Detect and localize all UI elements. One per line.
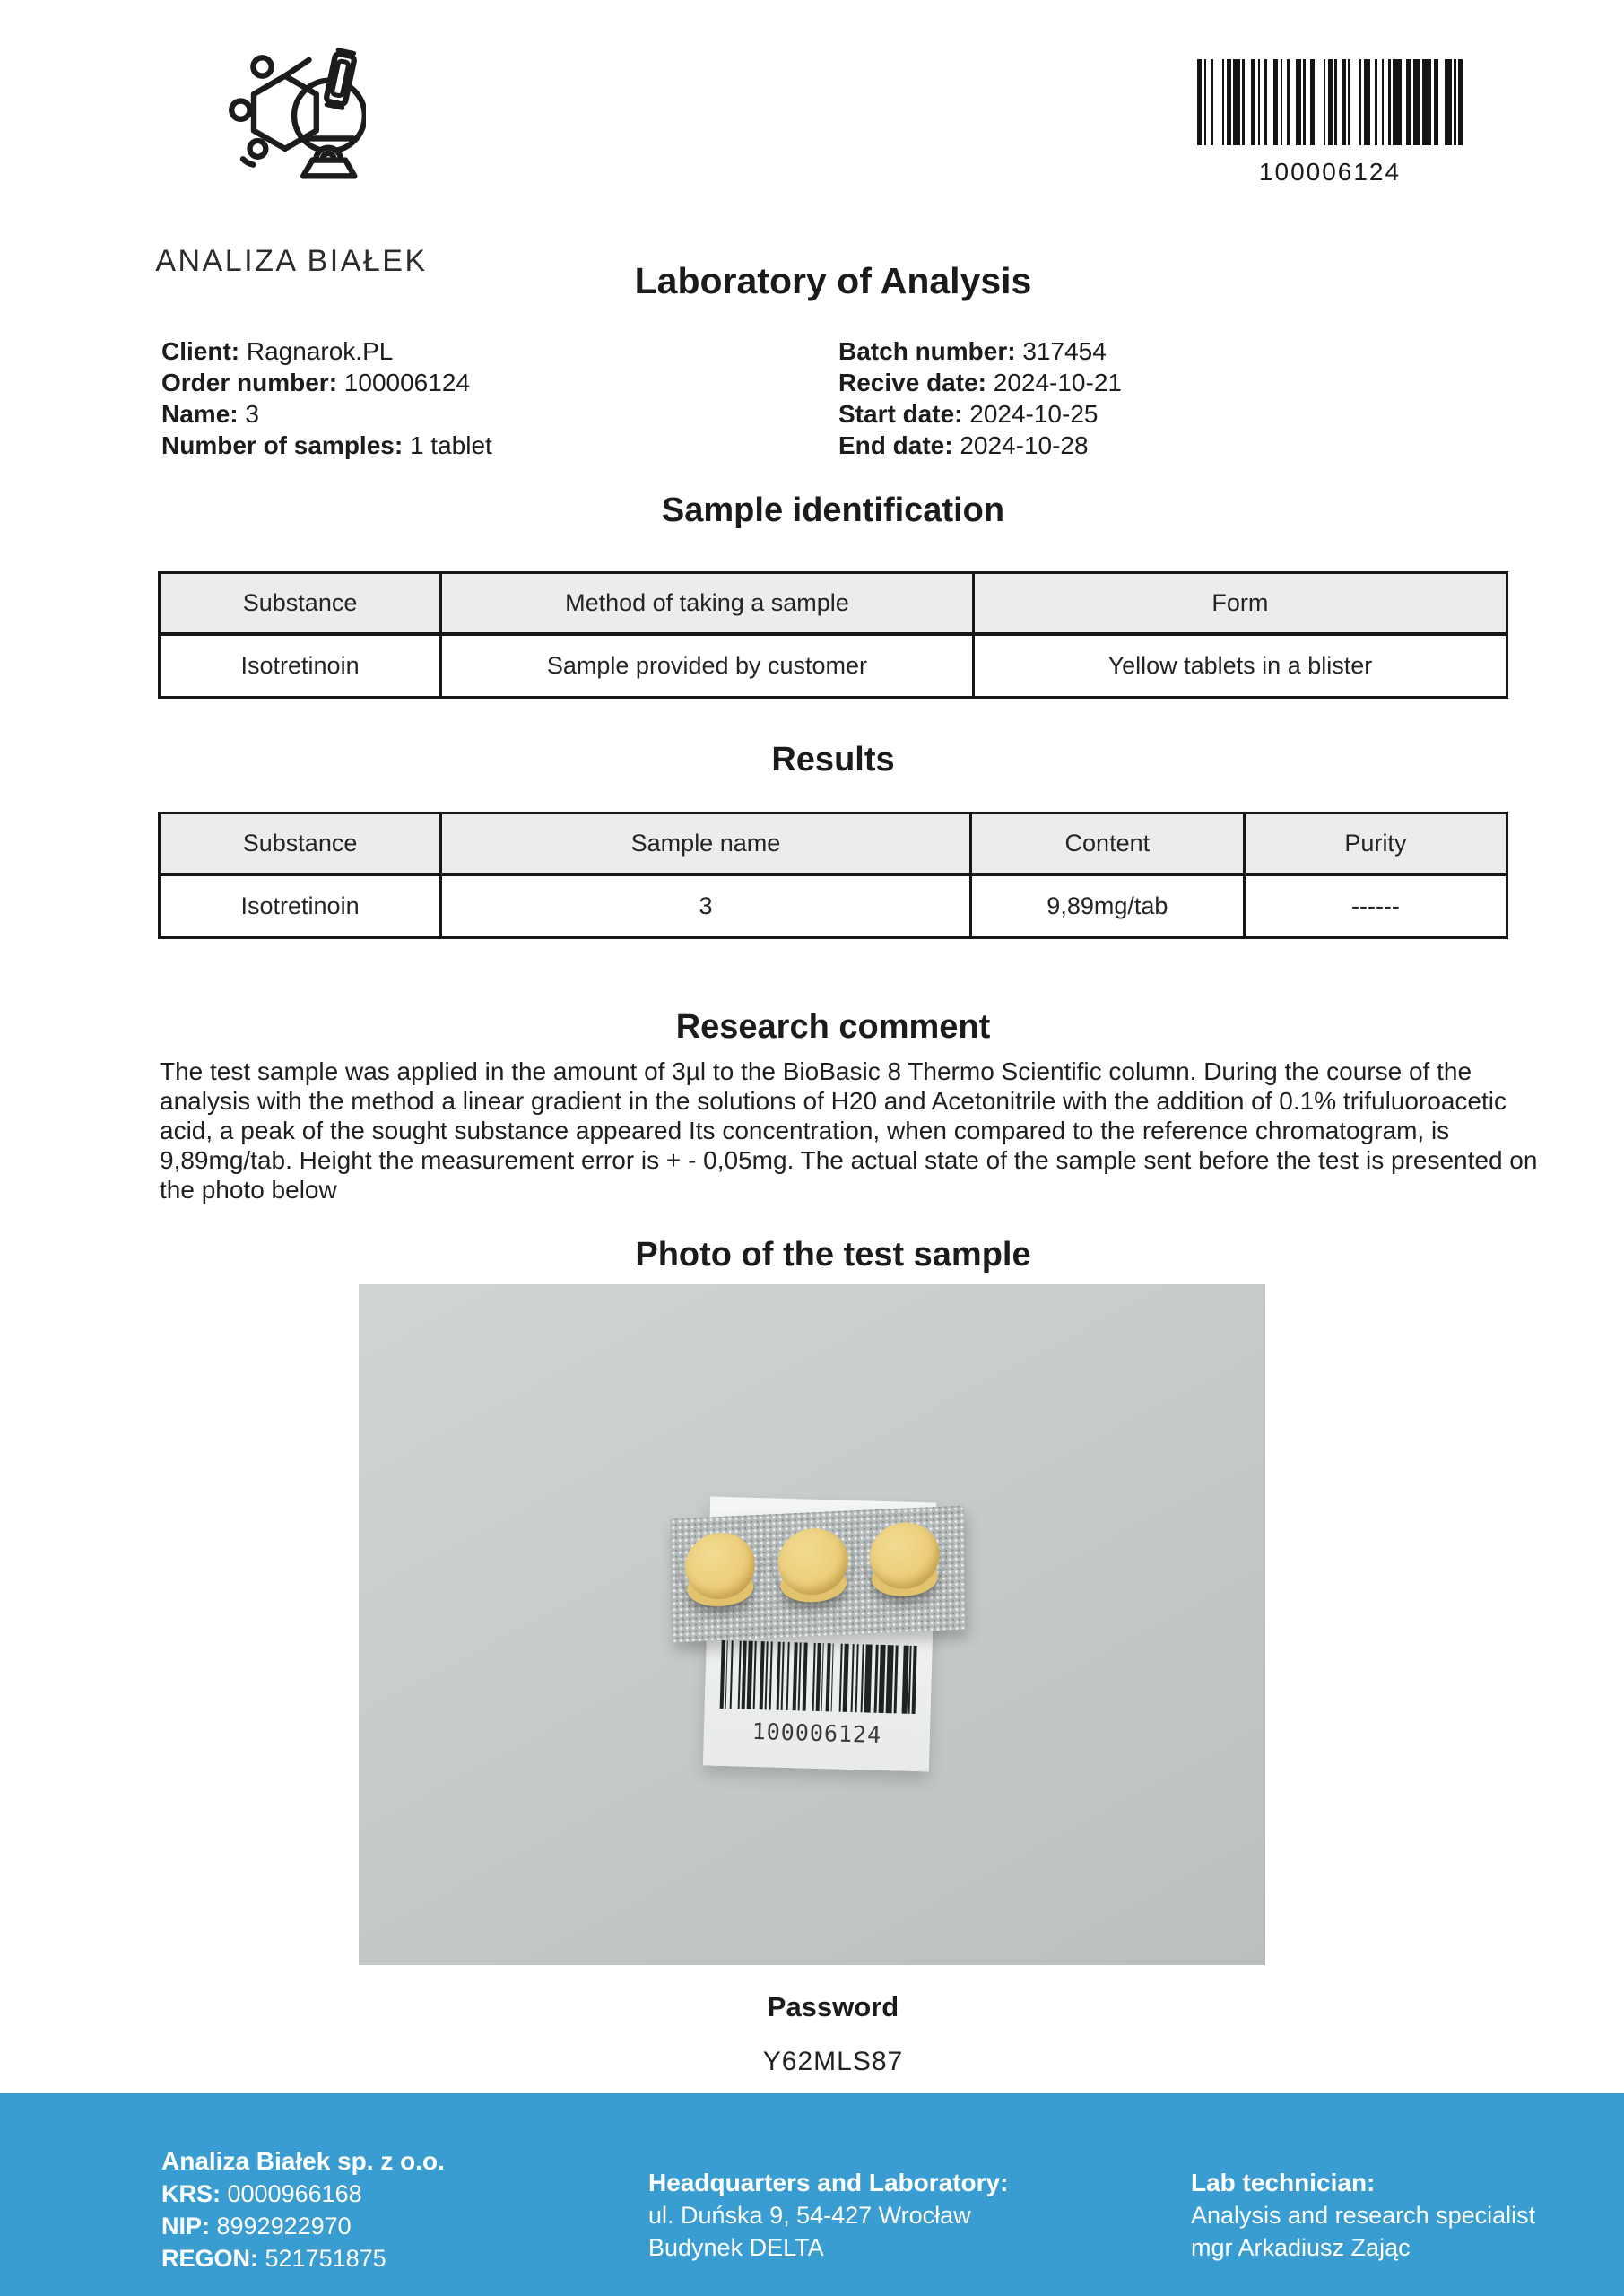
research-comment-text: The test sample was applied in the amount of 3µl to the BioBasic 8 Thermo Scientific column. During the course of the analysis with the method a linear gradient in the solutions of H20 and Acetonitrile with the addition of 0.1% trifuluoroacetic acid, a peak of the sought substance appeared Its concentration, when compared to the reference chromatogram, is 9,89mg/tab. Height the measurement error is + - 0,05mg. The actual state of the sample sent before the test is presented on the photo below [160,1057,1538,1204]
table-header-row [160,813,1507,875]
info-value: 2024-10-21 [986,369,1122,396]
barcode-space [1245,59,1252,145]
table-cell: Isotretinoin [160,874,441,938]
footer-company-block [161,2145,445,2274]
footer-company-name: Analiza Białek sp. z o.o. [161,2147,445,2175]
text-line: mgr Arkadiusz Zając [1191,2234,1411,2261]
barcode-space [1213,59,1222,145]
barcode-bar [1445,59,1452,145]
footer-technician-title: Lab technician: [1191,2169,1376,2196]
tablet [682,1527,760,1621]
barcode-space [1290,59,1297,145]
barcode-bar [912,1646,917,1714]
info-line [838,398,1122,430]
info-value: 8992922970 [210,2213,352,2239]
table-cell: 9,89mg/tab [970,874,1244,938]
info-value: 3 [238,400,259,428]
info-value: 521751875 [258,2245,386,2272]
barcode-bar [1458,59,1463,145]
column-header: Substance [160,813,441,875]
footer-headquarters-block [648,2167,1008,2264]
info-line [161,335,492,367]
barcode-space [1315,59,1324,145]
section-heading-results: Results [771,741,895,778]
barcode-bar [1393,59,1402,145]
info-label: REGON: [161,2245,258,2272]
footer-headquarters-lines [648,2199,1008,2264]
column-header: Sample name [441,813,971,875]
photo-barcode [720,1640,917,1714]
column-header: Purity [1244,813,1507,875]
footer-technician-lines [1191,2199,1535,2264]
section-heading-password: Password [767,1991,899,2022]
sample-photo [359,1284,1265,1965]
info-label: KRS: [161,2180,221,2207]
table-cell: Sample provided by customer [441,634,974,698]
info-line [161,2178,445,2210]
barcode-space [1350,59,1359,145]
footer-headquarters-title: Headquarters and Laboratory: [648,2169,1009,2196]
table-cell: 3 [441,874,971,938]
info-label: Name: [161,400,239,428]
barcode-bar [1422,59,1431,145]
tablet [865,1518,943,1611]
info-line [161,367,492,398]
barcode-space [1438,59,1446,145]
section-heading-photo: Photo of the test sample [635,1236,1031,1274]
info-line [161,2210,445,2242]
sample-identification-table [158,571,1508,699]
info-label: Number of samples: [161,431,404,459]
barcode-bar [1233,59,1240,145]
info-value: 2024-10-25 [962,400,1099,428]
section-heading-research-comment: Research comment [675,1008,991,1046]
column-header: Substance [160,573,441,635]
info-label: Order number: [161,369,338,396]
photo-barcode-number: 100006124 [751,1718,882,1748]
info-line [838,367,1122,398]
barcode-bar [1413,59,1420,145]
order-barcode [1197,59,1463,145]
column-header: Method of taking a sample [441,573,974,635]
info-line [838,430,1122,461]
info-label: Start date: [838,400,963,428]
table-cell: Isotretinoin [160,634,441,698]
table-cell: Yellow tablets in a blister [973,634,1507,698]
info-line [838,335,1122,367]
footer [0,2093,1624,2296]
footer-company-registry [161,2178,445,2274]
table-row [160,634,1507,698]
info-label: End date: [838,431,953,459]
text-line: ul. Duńska 9, 54-427 Wrocław [648,2202,971,2229]
column-header: Form [973,573,1507,635]
results-table [158,812,1508,939]
document-title: Laboratory of Analysis [634,260,1032,301]
brand-name: ANALIZA BIAŁEK [155,244,428,278]
order-info-right [838,335,1122,461]
info-line [161,398,492,430]
tablet [774,1523,852,1616]
table-header-row [160,573,1507,635]
info-value: 2024-10-28 [952,431,1089,459]
order-info-left [161,335,492,461]
blister-pack [670,1506,965,1643]
text-line: Analysis and research specialist [1191,2202,1536,2229]
lab-logo-icon [218,36,366,187]
footer-technician-block [1191,2167,1535,2264]
order-barcode-number: 100006124 [1258,158,1402,186]
info-label: NIP: [161,2213,210,2239]
info-label: Client: [161,337,240,365]
info-line [161,2242,445,2274]
barcode-space [1267,59,1274,145]
info-label: Batch number: [838,337,1016,365]
info-value: 0000966168 [221,2180,362,2207]
text-line: Budynek DELTA [648,2234,824,2261]
info-value: 100006124 [337,369,470,396]
info-value: 317454 [1015,337,1107,365]
password-value: Y62MLS87 [762,2047,904,2076]
info-value: Ragnarok.PL [239,337,394,365]
info-line [161,430,492,461]
info-value: 1 tablet [403,431,492,459]
info-label: Recive date: [838,369,986,396]
table-row [160,874,1507,938]
table-cell: ------ [1244,874,1507,938]
barcode-bar [1364,59,1371,145]
column-header: Content [970,813,1244,875]
section-heading-sample-identification: Sample identification [661,491,1005,529]
